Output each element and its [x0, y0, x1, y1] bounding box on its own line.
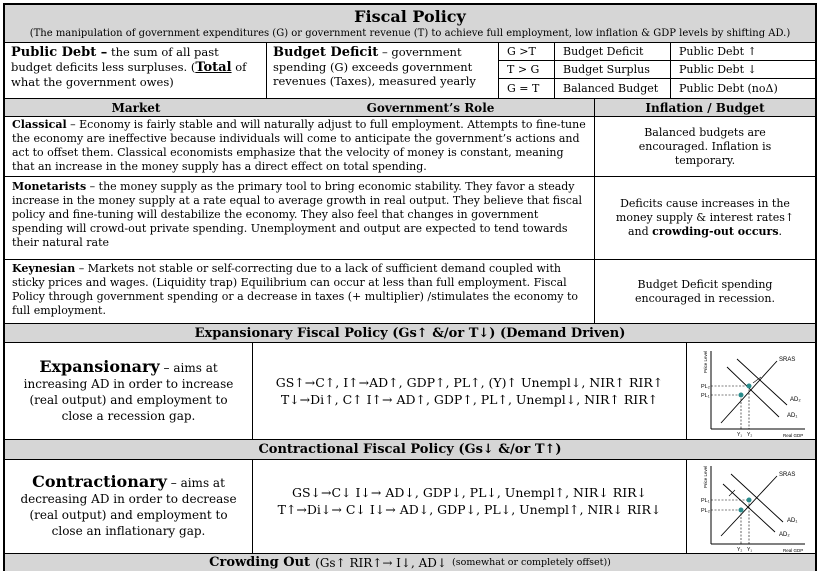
y1-label: Y₁	[737, 432, 743, 438]
public-debt-text-b: of what the government owes)	[11, 60, 247, 89]
result-cell: Budget Deficit	[555, 43, 670, 61]
budget-result-column	[555, 43, 671, 98]
page-title: Fiscal Policy	[354, 6, 466, 26]
expansionary-tax-chain: T↓→Di↑, C↑ I↑→ AD↑, GDP↑, PL↑, Unempl↓, NIR↑ RIR↑	[280, 392, 659, 407]
column-header-row	[5, 99, 815, 117]
equilibrium-point-1	[739, 393, 744, 398]
condition-cell: G >T	[499, 43, 554, 61]
crowding-out-bar	[5, 554, 815, 571]
result-cell: Balanced Budget	[563, 81, 659, 95]
ad2-curve	[737, 359, 787, 405]
monetarists-label: Monetarists	[12, 180, 87, 193]
expansionary-header: Expansionary Fiscal Policy (Gs↑ &/or T↓) (Demand Driven)	[5, 324, 815, 343]
debt-effect-cell: Public Debt (noΔ)	[679, 81, 778, 95]
ad1-curve	[727, 367, 779, 417]
pl1-label: PL₁	[701, 498, 710, 504]
definitions-row	[5, 43, 815, 99]
keynesian-label: Keynesian	[12, 262, 76, 275]
pl2-label: PL₂	[701, 508, 710, 514]
expansionary-term: Expansionary	[39, 356, 160, 376]
crowding-out-label: Crowding Out	[209, 555, 311, 570]
debt-effect-cell: Public Debt ↑	[671, 43, 815, 61]
x-axis-label: Real GDP	[783, 548, 804, 553]
public-debt-text-a: the sum of all past budget deficits less surpluses. (	[11, 45, 219, 74]
classical-text: – Economy is fairly stable and will naturally adjust to full employment. Attempts to fine-tune the economy are ineffective because individuals will come to anticipate the government’s actions and act to offset them. Classical economists emphasize that the velocity of money is constant, meaning that an increase in the money supply has a direct effect on total spending.	[12, 118, 586, 173]
header-government-role: Government’s Role	[267, 99, 595, 116]
budget-deficit-definition	[267, 43, 499, 98]
public-debt-effect-column	[671, 43, 815, 98]
equilibrium-point-2	[747, 384, 752, 389]
monetarists-inflation-text: Deficits cause increases in the money supply & interest rates↑ and	[615, 197, 795, 238]
budget-condition-column	[499, 43, 555, 98]
condition-cell: T > G	[499, 61, 554, 79]
contractionary-tax-chain: T↑→Di↓→ C↓ I↓→ AD↓, GDP↓, PL↓, Unempl↑, NIR↓ RIR↓	[277, 502, 662, 517]
expansionary-definition	[5, 343, 253, 439]
monetarists-description	[5, 177, 595, 259]
contractionary-ad-as-graph	[687, 460, 815, 553]
result-cell: Budget Surplus	[555, 61, 670, 79]
classical-row	[5, 117, 815, 177]
debt-effect-cell: Public Debt ↓	[671, 61, 815, 79]
equilibrium-point-1	[747, 498, 752, 503]
keynesian-inflation: Budget Deficit spending encouraged in recession.	[635, 277, 775, 305]
sras-label: SRAS	[779, 472, 796, 478]
keynesian-description	[5, 260, 595, 323]
y2-label: Y₂	[737, 547, 743, 553]
expansionary-row	[5, 343, 815, 440]
expansionary-chain	[253, 343, 687, 439]
y-axis-label: Price Level	[703, 350, 708, 373]
budget-deficit-text: – government spending (G) exceeds government revenues (Taxes), measured yearly	[273, 45, 476, 88]
header-inflation-budget: Inflation / Budget	[645, 100, 765, 115]
crowding-out-formula: (Gs↑ RIR↑→ I↓, AD↓	[315, 555, 447, 570]
y1-label: Y₁	[747, 547, 753, 553]
pl2-label: PL₂	[701, 384, 710, 390]
keynesian-row	[5, 260, 815, 324]
classical-description	[5, 117, 595, 176]
contractionary-definition	[5, 460, 253, 553]
y-axis-label: Price Level	[703, 465, 708, 488]
title-bar	[5, 5, 815, 43]
keynesian-text: – Markets not stable or self-correcting due to a lack of sufficient demand coupled with sticky prices and wages. (Liquidity trap) Equilibrium can occur at less than full employment. Fiscal Policy through government spending or a decrease in taxes (+ multiplier) /stimulates the economy to full employment.	[12, 262, 579, 317]
y2-label: Y₂	[747, 432, 753, 438]
ad2-label: AD₂	[779, 532, 790, 538]
contractionary-text: – aims at decreasing AD in order to decrease (real output) and employment to close an inflationary gap.	[20, 476, 237, 538]
condition-cell: G = T	[507, 81, 540, 95]
contractionary-chain	[253, 460, 687, 553]
total-word: Total	[195, 60, 232, 75]
monetarists-row	[5, 177, 815, 260]
ad2-label: AD₂	[790, 397, 801, 403]
equilibrium-point-2	[739, 508, 744, 513]
classical-inflation: Balanced budgets are encouraged. Inflation is temporary.	[638, 125, 772, 167]
contractionary-gov-spending-chain: GS↓→C↓ I↓→ AD↓, GDP↓, PL↓, Unempl↑, NIR↓ RIR↓	[291, 485, 648, 500]
expansionary-text: – aims at increasing AD in order to increase (real output) and employment to close a recession gap.	[23, 360, 234, 423]
monetarists-text: – the money supply as the primary tool to bring economic stability. They favor a steady increase in the money supply at a rate equal to average growth in real output. They believe that fiscal policy and fine-tuning will destabilize the economy. They also feel that changes in government spending will crowd-out private spending. Unemployment and output are expected to tend towards their natural rate	[12, 180, 583, 249]
budget-deficit-term: Budget Deficit	[273, 45, 379, 60]
expansionary-gov-spending-chain: GS↑→C↑, I↑→AD↑, GDP↑, PL↑, (Y)↑ Unempl↓, NIR↑ RIR↑	[275, 375, 664, 390]
contractionary-term: Contractionary	[32, 472, 167, 491]
ad1-label: AD₁	[787, 518, 798, 524]
expansionary-ad-as-graph	[687, 343, 815, 439]
crowding-out-note: (somewhat or completely offset))	[452, 557, 611, 568]
sras-label: SRAS	[779, 357, 796, 363]
monetarists-inflation: Deficits cause increases in the money supply & interest rates↑ and crowding-out occurs.	[615, 197, 795, 238]
classical-label: Classical	[12, 118, 67, 131]
contractionary-row	[5, 460, 815, 554]
header-market: Market	[111, 100, 161, 115]
contractionary-header: Contractional Fiscal Policy (Gs↓ &/or T↑)	[5, 440, 815, 460]
sras-curve	[721, 476, 777, 536]
crowding-out-occurs: crowding-out occurs	[652, 225, 779, 238]
pl1-label: PL₁	[701, 393, 710, 399]
public-debt-term: Public Debt –	[11, 45, 108, 60]
ad1-label: AD₁	[787, 413, 798, 419]
fiscal-policy-sheet	[3, 3, 817, 571]
x-axis-label: Real GDP	[783, 433, 804, 438]
page-subtitle: (The manipulation of government expenditures (G) or government revenue (T) to achieve full employment, low inflation & GDP levels by shifting AD.)	[29, 27, 791, 39]
public-debt-definition	[5, 43, 267, 98]
